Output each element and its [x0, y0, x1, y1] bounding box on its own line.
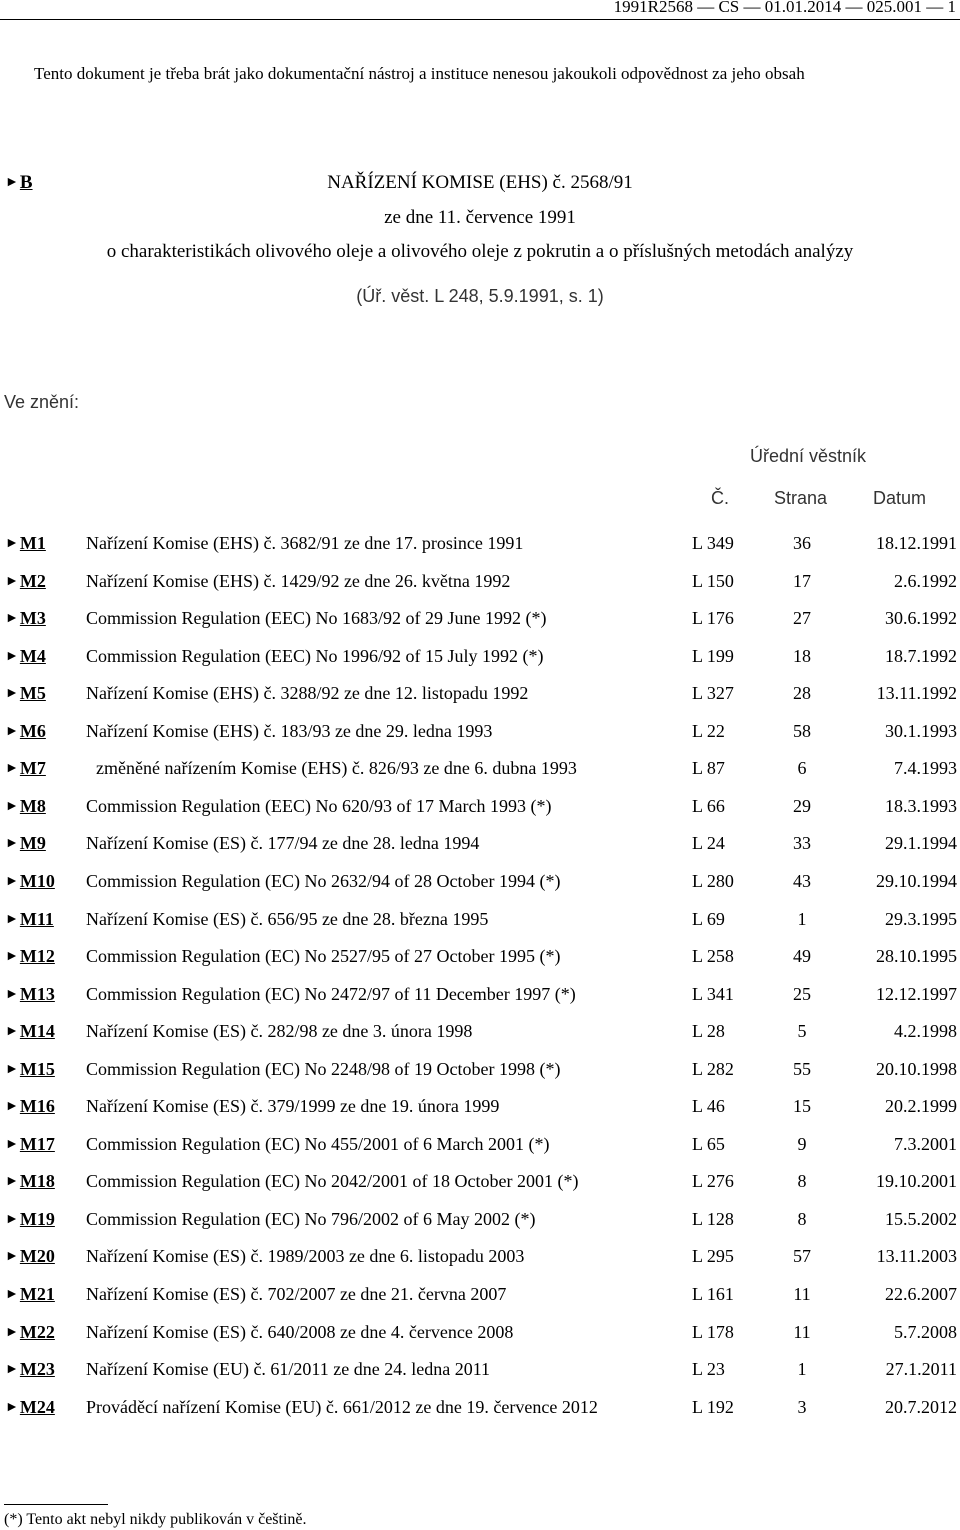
amendment-marker-link[interactable]: [5, 1134, 55, 1155]
amendment-marker-link[interactable]: [5, 796, 46, 817]
amendment-oj-number: L 258: [692, 946, 734, 967]
amendment-page: 3: [797, 1396, 807, 1417]
amendment-page: 58: [793, 720, 811, 741]
amendment-oj-number: L 69: [692, 908, 725, 929]
amendment-description: Nařízení Komise (ES) č. 282/98 ze dne 3. února 1998: [86, 1021, 473, 1042]
amendment-description: Commission Regulation (EC) No 796/2002 of 6 May 2002 (*): [86, 1208, 536, 1229]
amendment-oj-number: L 87: [692, 758, 725, 779]
amendment-description: Nařízení Komise (EHS) č. 1429/92 ze dne 26. května 1992: [86, 570, 511, 591]
amendment-oj-number: L 295: [692, 1246, 734, 1267]
amendment-page: 11: [793, 1284, 811, 1304]
base-marker-code: B: [19, 172, 33, 193]
amendment-oj-number: L 28: [692, 1021, 725, 1042]
amendment-page: 57: [793, 1246, 811, 1267]
amendment-description: Commission Regulation (EEC) No 1683/92 of 29 June 1992 (*): [86, 608, 547, 629]
amendment-page: 15: [793, 1096, 811, 1117]
amendment-page: 43: [793, 870, 811, 891]
column-official-journal: Úřední věstník: [750, 446, 867, 466]
amendment-marker-link[interactable]: [5, 1359, 55, 1380]
amendment-page: 9: [797, 1133, 807, 1154]
amendment-code: M1: [19, 533, 46, 553]
amendment-page: 33: [793, 833, 811, 854]
amendment-oj-number: L 341: [692, 983, 734, 1004]
arrow-right-icon: ►: [5, 1249, 19, 1265]
amendment-date: 7.4.1993: [894, 758, 957, 779]
arrow-right-icon: ►: [5, 1211, 19, 1227]
amendment-description: Nařízení Komise (ES) č. 177/94 ze dne 28. ledna 1994: [86, 833, 480, 854]
arrow-right-icon: ►: [5, 686, 19, 702]
amendment-marker-link[interactable]: [5, 1021, 55, 1042]
amendment-page: 5: [797, 1021, 807, 1042]
amendment-page: 17: [793, 570, 811, 591]
table-row: [0, 646, 960, 682]
amendment-page: 36: [793, 533, 811, 553]
amendment-description: Nařízení Komise (ES) č. 656/95 ze dne 28. března 1995: [86, 908, 489, 929]
amendment-code: M14: [19, 1021, 55, 1042]
disclaimer: Tento dokument je třeba brát jako dokumentační nástroj a instituce nenesou jakoukoli odpovědnost za jeho obsah: [34, 64, 805, 83]
amendment-marker-link[interactable]: [5, 984, 55, 1005]
amendment-date: 29.1.1994: [885, 833, 957, 854]
arrow-right-icon: ►: [5, 1099, 19, 1115]
amendment-page: 1: [797, 908, 807, 929]
amendment-date: 28.10.1995: [876, 946, 957, 967]
amendment-code: M2: [19, 570, 46, 591]
amendment-code: M10: [19, 870, 55, 891]
table-row: [0, 1134, 960, 1170]
arrow-right-icon: ►: [5, 1174, 19, 1190]
amendment-code: M21: [19, 1284, 55, 1304]
amendment-page: 18: [793, 645, 811, 666]
arrow-right-icon: ►: [5, 911, 19, 927]
amendment-marker-link[interactable]: [5, 571, 46, 592]
table-row: [0, 721, 960, 757]
regulation-subject: o charakteristikách olivového oleje a olivového oleje z pokrutin a o příslušných metodách analýzy: [106, 241, 854, 262]
amendment-code: M23: [19, 1359, 55, 1380]
amendment-description: Commission Regulation (EC) No 2527/95 of 27 October 1995 (*): [86, 946, 561, 967]
amendment-date: 4.2.1998: [894, 1021, 957, 1042]
amendment-marker-link[interactable]: [5, 1284, 55, 1305]
amendment-description: Nařízení Komise (EU) č. 61/2011 ze dne 24. ledna 2011: [86, 1359, 491, 1380]
amendment-date: 30.6.1992: [885, 608, 957, 629]
amendment-oj-number: L 176: [692, 608, 734, 629]
amendment-marker-link[interactable]: [5, 1171, 55, 1192]
amendment-oj-number: L 150: [692, 570, 734, 591]
amendment-code: M24: [19, 1396, 55, 1417]
amendment-page: 8: [797, 1208, 807, 1229]
amendment-description: Commission Regulation (EC) No 2472/97 of 11 December 1997 (*): [86, 983, 576, 1004]
document-header: 1991R2568 — CS — 01.01.2014 — 025.001 — 1: [613, 0, 956, 16]
arrow-right-icon: ►: [5, 1362, 19, 1378]
amendment-marker-link[interactable]: [5, 871, 55, 892]
table-row: [0, 1246, 960, 1282]
regulation-title: NAŘÍZENÍ KOMISE (EHS) č. 2568/91: [327, 172, 633, 193]
table-row: [0, 1359, 960, 1395]
amendment-page: 6: [797, 758, 807, 779]
amendment-code: M6: [19, 720, 46, 741]
amendment-date: 15.5.2002: [885, 1208, 957, 1229]
table-row: [0, 833, 960, 869]
amendment-description: Commission Regulation (EEC) No 1996/92 of 15 July 1992 (*): [86, 645, 544, 666]
amendment-date: 19.10.2001: [876, 1171, 957, 1192]
table-row: [0, 1397, 960, 1433]
arrow-right-icon: ►: [5, 986, 19, 1002]
amendment-description: Commission Regulation (EC) No 455/2001 of 6 March 2001 (*): [86, 1133, 550, 1154]
arrow-right-icon: ►: [5, 1287, 19, 1302]
amendment-page: 11: [793, 1321, 811, 1342]
amendment-oj-number: L 282: [692, 1058, 734, 1079]
amendment-page: 28: [793, 683, 811, 704]
amendment-oj-number: L 24: [692, 833, 725, 854]
amendment-code: M20: [19, 1246, 55, 1267]
amendment-marker-link[interactable]: [5, 1322, 55, 1343]
column-number: Č.: [711, 488, 729, 508]
regulation-oj-reference: (Úř. věst. L 248, 5.9.1991, s. 1): [356, 286, 604, 306]
arrow-right-icon: ►: [5, 761, 19, 777]
arrow-right-icon: ►: [5, 1061, 19, 1077]
amendment-date: 22.6.2007: [885, 1284, 957, 1304]
amendment-code: M19: [19, 1208, 55, 1229]
arrow-right-icon: ►: [5, 836, 19, 852]
amendment-code: M16: [19, 1096, 55, 1117]
amendment-page: 27: [793, 608, 811, 629]
amendment-date: 30.1.1993: [885, 720, 957, 741]
arrow-right-icon: ►: [5, 723, 19, 739]
amendment-code: M9: [19, 833, 46, 854]
amendment-date: 18.3.1993: [885, 795, 957, 816]
amendment-date: 27.1.2011: [885, 1359, 957, 1380]
amendment-oj-number: L 199: [692, 645, 734, 666]
footnote: (*) Tento akt nebyl nikdy publikován v češtině.: [4, 1511, 307, 1528]
regulation-date: ze dne 11. července 1991: [384, 207, 576, 228]
amendment-marker-link[interactable]: [5, 608, 46, 629]
amendment-date: 20.10.1998: [876, 1058, 957, 1079]
table-row: [0, 796, 960, 832]
amendment-marker-link[interactable]: [5, 1397, 55, 1418]
arrow-right-icon: ►: [5, 798, 19, 814]
column-date: Datum: [873, 488, 927, 508]
arrow-right-icon: ►: [5, 573, 19, 589]
amendment-description: Commission Regulation (EC) No 2248/98 of 19 October 1998 (*): [86, 1058, 561, 1079]
amendment-oj-number: L 46: [692, 1096, 725, 1117]
table-row: [0, 608, 960, 644]
amendment-marker-link[interactable]: [5, 721, 46, 742]
amendment-date: 12.12.1997: [876, 983, 957, 1004]
amended-by-label: Ve znění:: [4, 392, 80, 412]
arrow-right-icon: ►: [5, 1136, 19, 1152]
amendment-code: M4: [19, 645, 46, 666]
amendment-page: 8: [797, 1171, 807, 1192]
amendment-description: Nařízení Komise (ES) č. 640/2008 ze dne 4. července 2008: [86, 1321, 514, 1342]
amendment-marker-link[interactable]: [5, 683, 46, 704]
amendment-date: 2.6.1992: [894, 570, 957, 591]
amendment-code: M11: [19, 908, 54, 929]
table-row: [0, 683, 960, 719]
amendment-date: 20.7.2012: [885, 1396, 957, 1417]
amendment-oj-number: L 280: [692, 870, 734, 891]
arrow-right-icon: ►: [5, 611, 19, 627]
amendment-description: Nařízení Komise (EHS) č. 183/93 ze dne 29. ledna 1993: [86, 720, 493, 741]
amendment-code: M17: [19, 1133, 55, 1154]
amendment-page: 55: [793, 1058, 811, 1079]
amendment-page: 25: [793, 983, 811, 1004]
amendment-date: 29.3.1995: [885, 908, 957, 929]
amendment-oj-number: L 66: [692, 795, 725, 816]
amendment-oj-number: L 327: [692, 683, 734, 704]
amendment-marker-link[interactable]: [5, 533, 46, 554]
amendment-oj-number: L 23: [692, 1359, 725, 1380]
amendment-page: 29: [793, 795, 811, 816]
amendment-description: Commission Regulation (EC) No 2042/2001 of 18 October 2001 (*): [86, 1171, 579, 1192]
amendment-description: Prováděcí nařízení Komise (EU) č. 661/2012 ze dne 19. července 2012: [86, 1396, 598, 1417]
table-row: [0, 1096, 960, 1132]
amendment-code: M15: [19, 1058, 55, 1079]
amendment-oj-number: L 178: [692, 1321, 734, 1342]
amendment-oj-number: L 65: [692, 1133, 725, 1154]
amendment-description: Nařízení Komise (ES) č. 379/1999 ze dne 19. února 1999: [86, 1096, 500, 1117]
amendment-description: Commission Regulation (EEC) No 620/93 of 17 March 1993 (*): [86, 795, 552, 816]
amendment-marker-link[interactable]: [5, 1059, 55, 1080]
arrow-right-icon: ►: [5, 1324, 19, 1340]
table-row: [0, 984, 960, 1020]
amendment-marker-link[interactable]: [5, 946, 55, 967]
amendment-code: M12: [19, 946, 55, 967]
amendment-code: M18: [19, 1171, 55, 1192]
amendment-marker-link[interactable]: [5, 833, 46, 854]
amendment-date: 7.3.2001: [894, 1133, 957, 1154]
table-row: [0, 871, 960, 907]
table-row: [0, 1171, 960, 1207]
amendment-marker-link[interactable]: [5, 758, 46, 779]
amendment-code: M22: [19, 1321, 55, 1342]
arrow-right-icon: ►: [5, 175, 19, 190]
amendment-oj-number: L 276: [692, 1171, 734, 1192]
table-row: [0, 1021, 960, 1057]
amendment-oj-number: L 349: [692, 533, 734, 553]
amendment-date: 13.11.1992: [876, 683, 957, 704]
amendment-code: M13: [19, 983, 55, 1004]
amendment-date: 20.2.1999: [885, 1096, 957, 1117]
amendment-marker-link[interactable]: [5, 1209, 55, 1230]
table-row: [0, 533, 960, 569]
amendment-page: 49: [793, 946, 811, 967]
amendment-code: M7: [19, 758, 46, 779]
amendment-marker-link[interactable]: [5, 646, 46, 667]
table-row: [0, 909, 960, 945]
arrow-right-icon: ►: [5, 949, 19, 965]
amendment-marker-link[interactable]: [5, 1096, 55, 1117]
arrow-right-icon: ►: [5, 648, 19, 664]
amendment-date: 18.7.1992: [885, 645, 957, 666]
amendment-description: Nařízení Komise (ES) č. 1989/2003 ze dne 6. listopadu 2003: [86, 1246, 525, 1267]
column-page: Strana: [774, 488, 828, 508]
table-row: [0, 571, 960, 607]
table-row: [0, 1322, 960, 1358]
amendment-description: Nařízení Komise (EHS) č. 3288/92 ze dne 12. listopadu 1992: [86, 683, 529, 704]
amendment-description: Commission Regulation (EC) No 2632/94 of 28 October 1994 (*): [86, 870, 561, 891]
table-row: [0, 1284, 960, 1320]
arrow-right-icon: ►: [5, 536, 19, 551]
table-row: [0, 1059, 960, 1095]
table-row: [0, 1209, 960, 1245]
amendment-page: 1: [797, 1359, 807, 1380]
amendment-oj-number: L 22: [692, 720, 725, 741]
amendment-code: M3: [19, 608, 46, 629]
amendment-code: M8: [19, 795, 46, 816]
arrow-right-icon: ►: [5, 873, 19, 889]
amendment-code: M5: [19, 683, 46, 704]
amendment-marker-link[interactable]: [5, 1246, 55, 1267]
arrow-right-icon: ►: [5, 1399, 19, 1415]
amendment-date: 5.7.2008: [894, 1321, 957, 1342]
amendment-date: 18.12.1991: [876, 533, 957, 553]
amendment-oj-number: L 192: [692, 1396, 734, 1417]
amendment-oj-number: L 161: [692, 1284, 734, 1304]
amendment-description: změněné nařízením Komise (EHS) č. 826/93 ze dne 6. dubna 1993: [96, 758, 577, 779]
table-row: [0, 946, 960, 982]
amendment-marker-link[interactable]: [5, 909, 54, 930]
amendment-oj-number: L 128: [692, 1208, 734, 1229]
table-row: [0, 758, 960, 794]
amendment-description: Nařízení Komise (EHS) č. 3682/91 ze dne 17. prosince 1991: [86, 533, 524, 553]
amendment-date: 29.10.1994: [876, 870, 957, 891]
amendment-date: 13.11.2003: [876, 1246, 957, 1267]
amendment-description: Nařízení Komise (ES) č. 702/2007 ze dne 21. června 2007: [86, 1284, 507, 1304]
footnote-divider: [4, 1504, 108, 1505]
header-divider: [0, 19, 960, 20]
arrow-right-icon: ►: [5, 1024, 19, 1040]
